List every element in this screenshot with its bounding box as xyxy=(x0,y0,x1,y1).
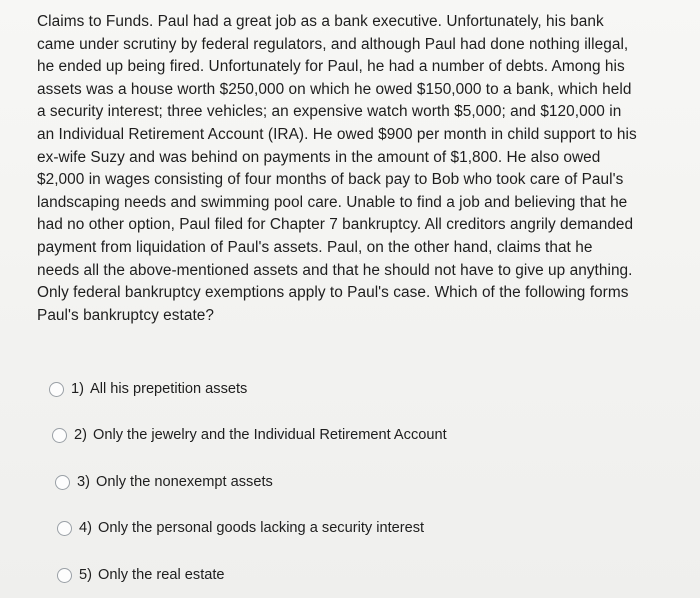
option-2[interactable] xyxy=(52,427,447,443)
question-text: Claims to Funds. Paul had a great job as a bank executive. Unfortunately, his bank came under scrutiny by federal regulators, and although Paul had done nothing illegal, he ended up being fired. Unfortunately for Paul, he had a number of debts. Among his assets was a house worth $250,000 on which he owed $150,000 to a bank, which held a security interest; three vehicles; an expensive watch worth $5,000; and $120,000 in an Individual Retirement Account (IRA). He owed $900 per month in child support to his ex-wife Suzy and was behind on payments in the amount of $1,800. He also owed $2,000 in wages consisting of four months of back pay to Bob who took care of Paul's landscaping needs and swimming pool care. Unable to find a job and believing that he had no other option, Paul filed for Chapter 7 bankruptcy. All creditors angrily demanded payment from liquidation of Paul's assets. Paul, on the other hand, claims that he needs all the above-mentioned assets and that he should not have to give up anything. Only federal bankruptcy exemptions apply to Paul's case. Which of the following forms Paul's bankruptcy estate? xyxy=(37,13,637,324)
radio-button-icon[interactable] xyxy=(57,568,72,583)
option-label: Only the nonexempt assets xyxy=(95,474,273,490)
option-4[interactable] xyxy=(57,520,424,536)
radio-button-icon[interactable] xyxy=(55,475,70,490)
option-label: Only the personal goods lacking a security interest xyxy=(97,520,425,536)
option-number: 5) xyxy=(79,567,92,583)
option-label: Only the jewelry and the Individual Retirement Account xyxy=(92,427,447,443)
option-number: 4) xyxy=(79,520,92,536)
option-number: 2) xyxy=(74,427,87,443)
option-number: 3) xyxy=(77,474,90,490)
option-5[interactable] xyxy=(57,567,225,583)
option-label: Only the real estate xyxy=(97,567,225,583)
option-label: All his prepetition assets xyxy=(89,381,248,397)
option-1[interactable] xyxy=(49,381,247,397)
option-number: 1) xyxy=(71,381,84,397)
radio-button-icon[interactable] xyxy=(49,382,64,397)
radio-button-icon[interactable] xyxy=(57,521,72,536)
radio-button-icon[interactable] xyxy=(52,428,67,443)
option-3[interactable] xyxy=(55,474,273,490)
